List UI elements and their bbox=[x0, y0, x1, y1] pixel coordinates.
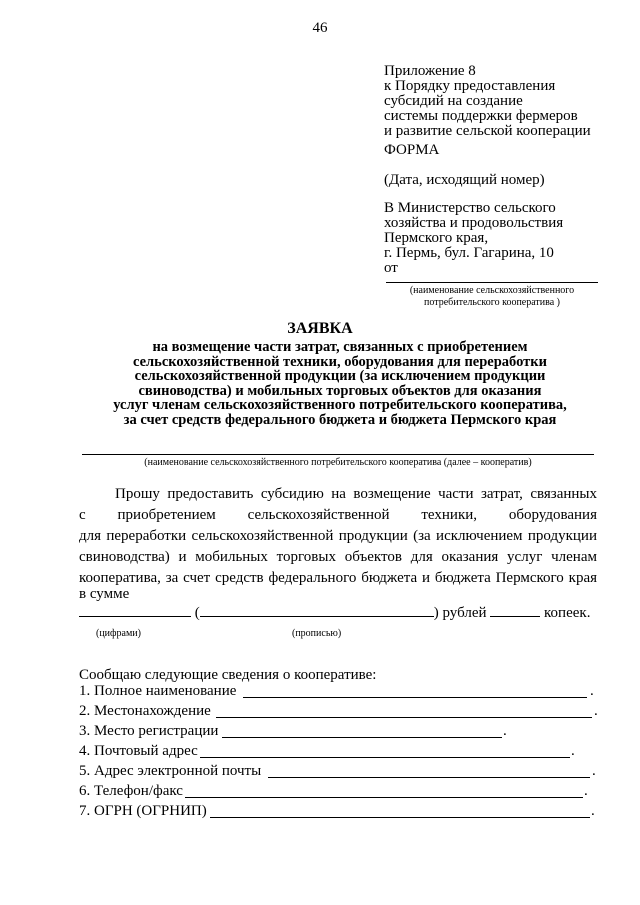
full-name-field[interactable] bbox=[243, 697, 587, 698]
info-item-email: 5. Адрес электронной почты bbox=[79, 763, 262, 779]
sum-open-paren: ( bbox=[194, 605, 200, 621]
end-dot: . bbox=[503, 723, 507, 739]
coop-name-underline[interactable] bbox=[82, 454, 594, 455]
postal-address-field[interactable] bbox=[200, 757, 570, 758]
addressee-line: хозяйства и продовольствия bbox=[384, 215, 564, 231]
addressee-block bbox=[384, 201, 563, 276]
end-dot: . bbox=[590, 683, 594, 699]
addressee-line: от bbox=[384, 260, 398, 276]
appendix-line: Приложение 8 bbox=[384, 63, 476, 79]
sum-rubles-label: ) рублей bbox=[433, 605, 487, 621]
ogrn-field[interactable] bbox=[210, 817, 590, 818]
phone-fax-field[interactable] bbox=[185, 797, 583, 798]
form-label: ФОРМА bbox=[384, 142, 440, 158]
subtitle-line: за счет средств федерального бюджета и бюджета Пермского края bbox=[123, 411, 557, 428]
appendix-block bbox=[384, 64, 591, 139]
appendix-line: к Порядку предоставления bbox=[384, 78, 556, 94]
request-line-last: в сумме bbox=[79, 586, 130, 602]
from-underline[interactable] bbox=[386, 282, 598, 283]
subtitle-line: сельскохозяйственной продукции (за исключением продукции bbox=[134, 368, 546, 384]
appendix-line: субсидий на создание bbox=[384, 93, 523, 109]
request-line: Прошу предоставить субсидию на возмещение части затрат, связанных bbox=[115, 486, 597, 502]
addressee-line: г. Пермь, бул. Гагарина, 10 bbox=[384, 245, 554, 261]
subtitle-line: услуг членам сельскохозяйственного потребительского кооператива, bbox=[113, 397, 567, 413]
addressee-line: В Министерство сельского bbox=[384, 200, 556, 216]
location-field[interactable] bbox=[216, 717, 592, 718]
sum-digits-field[interactable] bbox=[79, 604, 191, 617]
page-number: 46 bbox=[312, 20, 328, 36]
coop-name-caption: (наименование сельскохозяйственного потребительского кооператива (далее – кооператив) bbox=[144, 457, 532, 468]
end-dot: . bbox=[594, 703, 598, 719]
digits-caption: (цифрами) bbox=[96, 628, 141, 639]
date-number-label: (Дата, исходящий номер) bbox=[384, 172, 545, 188]
subtitle-line: на возмещение части затрат, связанных с приобретением bbox=[152, 339, 528, 355]
sum-kopecks-label: копеек. bbox=[544, 605, 591, 621]
addressee-line: Пермского края, bbox=[384, 230, 489, 246]
request-line: с приобретением сельскохозяйственной техники, оборудования bbox=[79, 507, 597, 523]
document-subtitle bbox=[80, 340, 600, 427]
end-dot: . bbox=[591, 803, 595, 819]
info-item-ogrn: 7. ОГРН (ОГРНИП) bbox=[79, 803, 207, 819]
appendix-line: системы поддержки фермеров bbox=[384, 108, 578, 124]
info-item-phone-fax: 6. Телефон/факс bbox=[79, 783, 183, 799]
info-item-postal-address: 4. Почтовый адрес bbox=[79, 743, 198, 759]
end-dot: . bbox=[592, 763, 596, 779]
from-caption: (наименование сельскохозяйственного потребительского кооператива ) bbox=[409, 285, 575, 308]
request-line: кооператива, за счет средств федерального бюджета и бюджета Пермского края bbox=[79, 570, 597, 586]
sum-kopecks-field[interactable] bbox=[490, 604, 540, 617]
end-dot: . bbox=[571, 743, 575, 759]
info-item-registration: 3. Место регистрации bbox=[79, 723, 219, 739]
request-line: для переработки сельскохозяйственной продукции (за исключением продукции bbox=[79, 528, 597, 544]
sum-row bbox=[79, 604, 597, 622]
registration-field[interactable] bbox=[222, 737, 502, 738]
subtitle-line: свиноводства) и мобильных торговых объектов для оказания bbox=[138, 382, 542, 399]
request-line: свиноводства) и мобильных торговых объектов для оказания услуг членам bbox=[79, 549, 597, 565]
document-title: ЗАЯВКА bbox=[287, 320, 353, 337]
subtitle-line: сельскохозяйственной техники, оборудования для переработки bbox=[132, 353, 547, 370]
info-header: Сообщаю следующие сведения о кооперативе: bbox=[79, 667, 377, 683]
info-item-full-name: 1. Полное наименование bbox=[79, 683, 237, 699]
info-item-location: 2. Местонахождение bbox=[79, 703, 211, 719]
words-caption: (прописью) bbox=[292, 628, 342, 639]
end-dot: . bbox=[584, 783, 588, 799]
appendix-line: и развитие сельской кооперации bbox=[384, 123, 591, 139]
email-field[interactable] bbox=[268, 777, 590, 778]
sum-words-field[interactable] bbox=[200, 604, 434, 617]
